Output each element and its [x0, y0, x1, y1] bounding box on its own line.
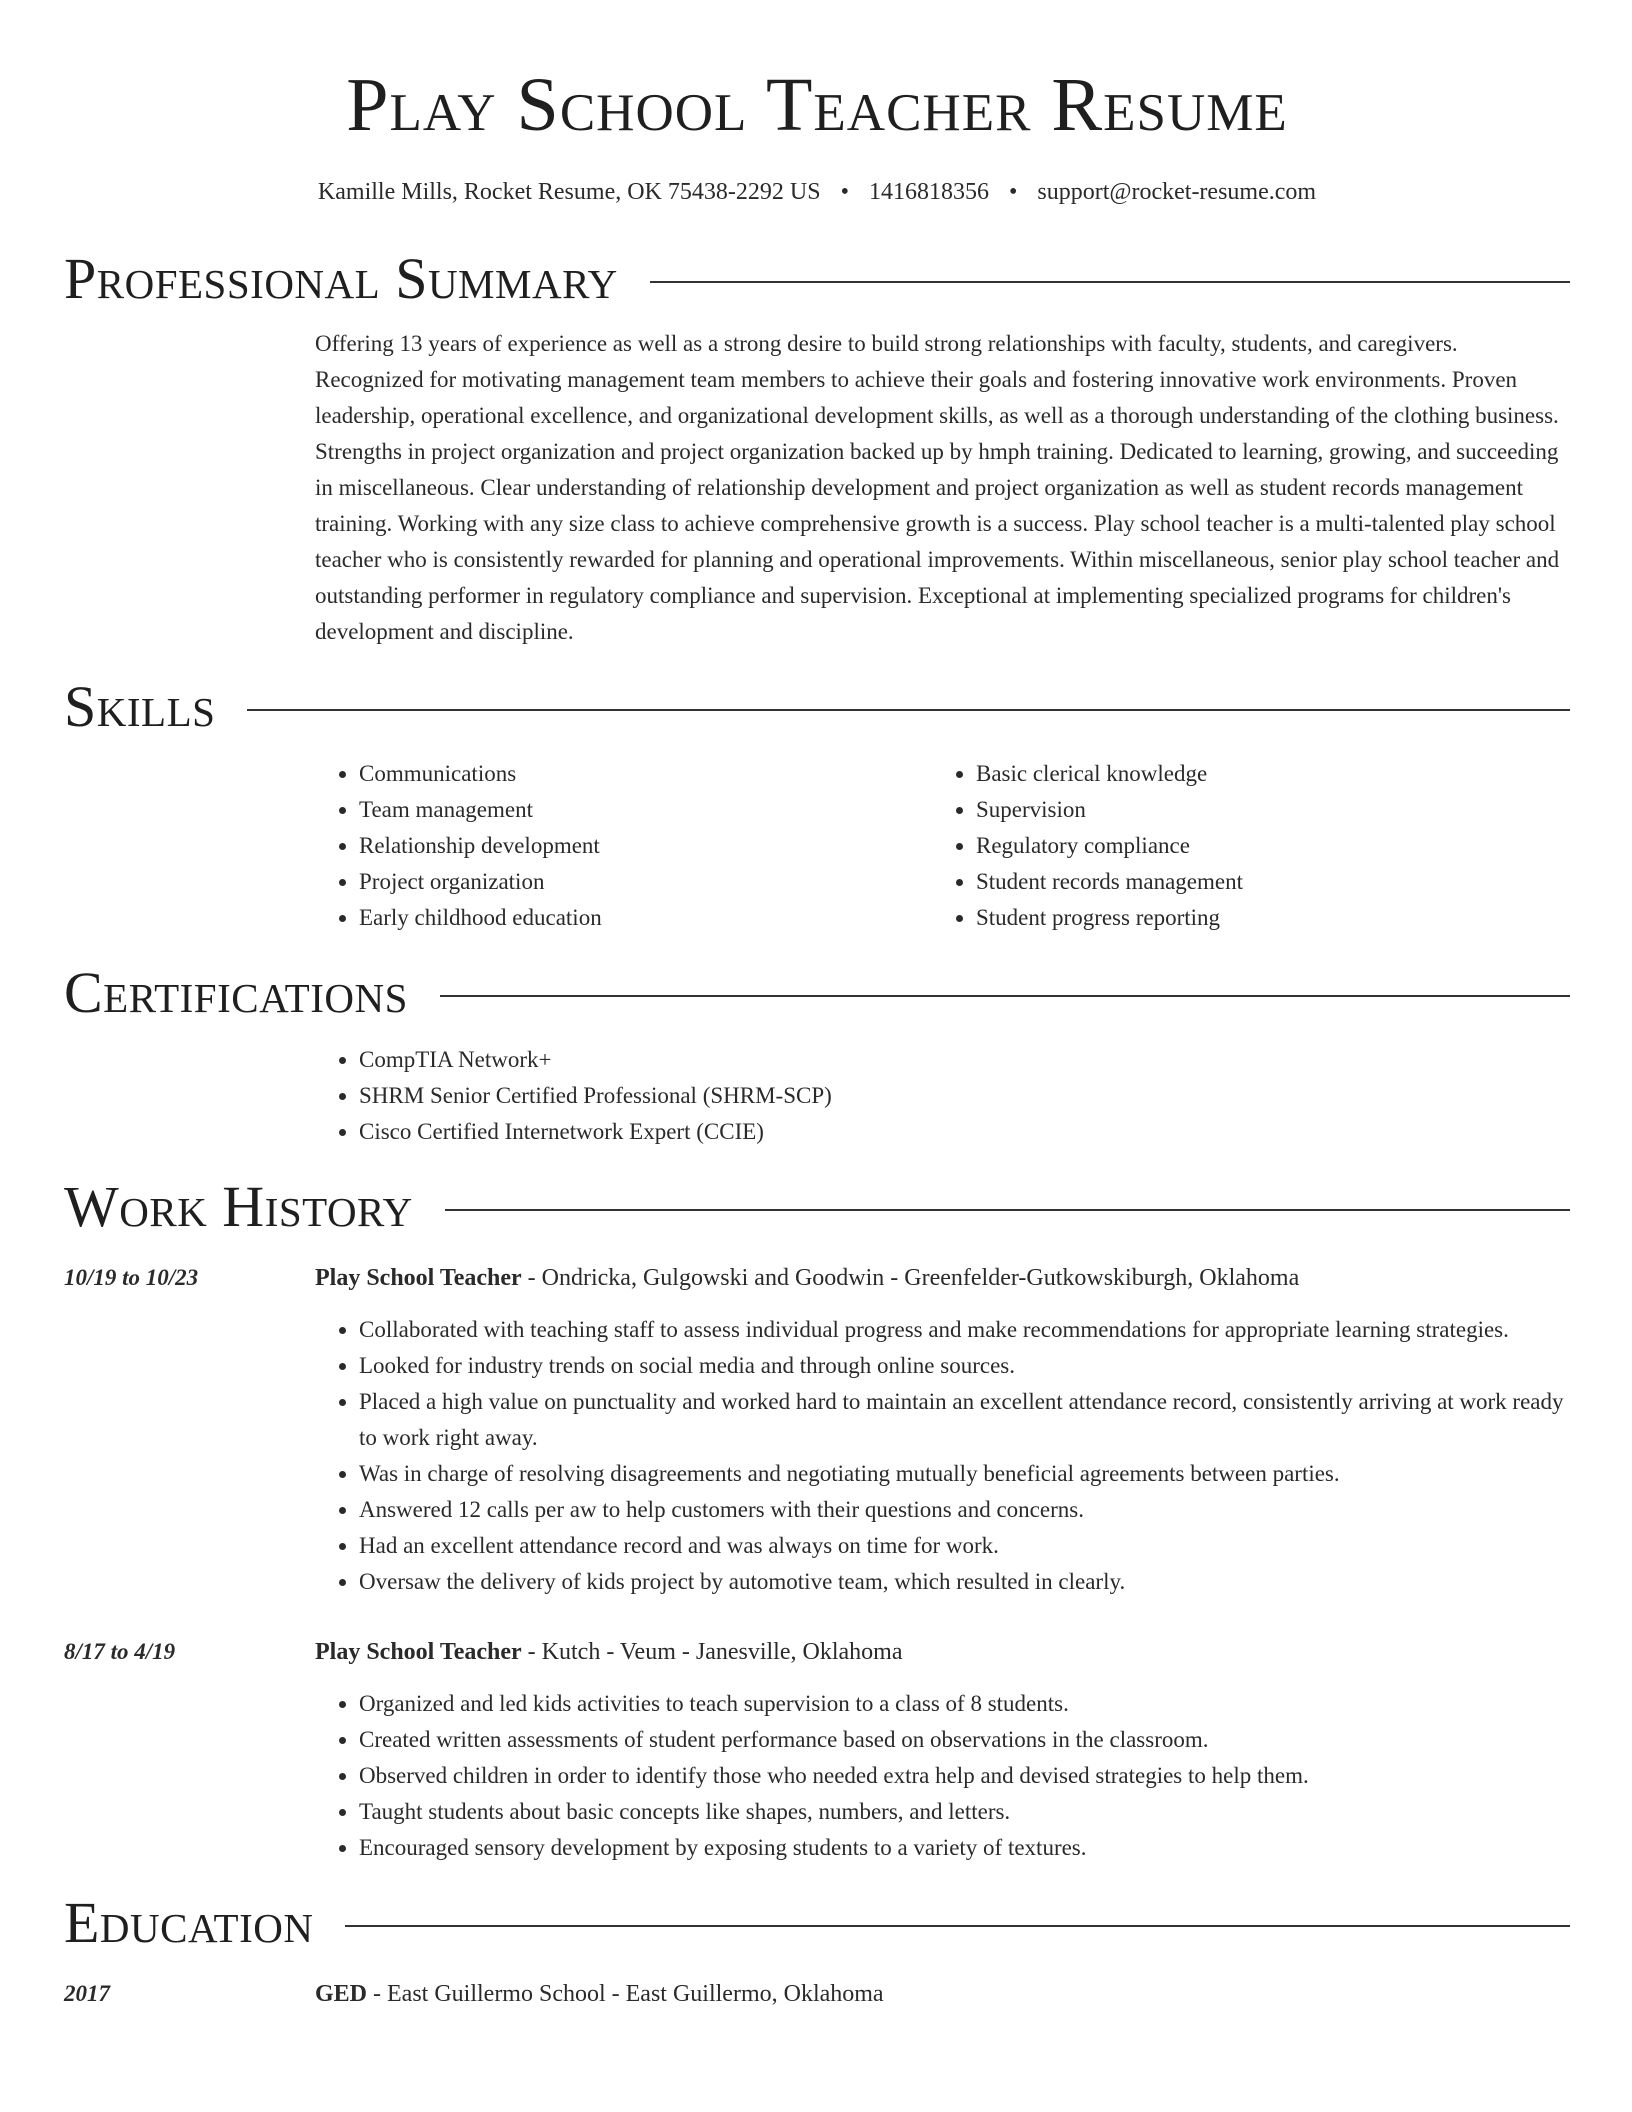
- certifications-heading: Certifications: [64, 960, 408, 1025]
- contact-email[interactable]: support@rocket-resume.com: [1037, 179, 1317, 205]
- job-bullets: [315, 1312, 1570, 1600]
- job-bullet: • Taught students about basic concepts like shapes, numbers, and letters.: [359, 1794, 1570, 1830]
- job-title-line: [315, 1634, 902, 1670]
- section-divider: [440, 995, 1570, 997]
- job-entry: [64, 1260, 1570, 1600]
- job-bullet: • Looked for industry trends on social media and through online sources.: [359, 1348, 1570, 1384]
- education-year: 2017: [64, 1981, 110, 2006]
- job-title: Play School Teacher: [315, 1639, 522, 1665]
- job-entry: [64, 1634, 1570, 1866]
- summary-text: Offering 13 years of experience as well as a strong desire to build strong relationships with faculty, students, and caregivers. Recognized for motivating management team members to achieve their goals and fostering innovative work environments. Proven leadership, operational excellence, and organizational development skills, as well as a thorough understanding of the clothing business. Strengths in project organization and project organization backed up by hmph training. Dedicated to learning, growing, and succeeding in miscellaneous. Clear understanding of relationship development and project organization as well as student records management training. Working with any size class to achieve comprehensive growth is a success. Play school teacher is a multi-talented play school teacher who is consistently rewarded for planning and operational improvements. Within miscellaneous, senior play school teacher and outstanding performer in regulatory compliance and supervision. Exceptional at implementing specialized programs for children's development and discipline.: [315, 331, 1560, 644]
- job-bullet: • Placed a high value on punctuality and worked hard to maintain an excellent attendance record, consistently arriving at work ready to work right away.: [359, 1384, 1570, 1456]
- job-bullet: • Answered 12 calls per aw to help customers with their questions and concerns.: [359, 1492, 1570, 1528]
- job-bullet: • Had an excellent attendance record and was always on time for work.: [359, 1528, 1570, 1564]
- education-heading: Education: [64, 1890, 314, 1955]
- skills-section-header: [64, 672, 1570, 742]
- section-divider: [345, 1925, 1570, 1927]
- resume-page: [64, 0, 1570, 2012]
- contact-separator: •: [840, 179, 849, 205]
- job-bullets: [315, 1686, 1570, 1866]
- contact-separator: •: [1008, 179, 1018, 205]
- contact-address: Kamille Mills, Rocket Resume, OK 75438-2292 US: [317, 179, 821, 205]
- job-bullet: • Encouraged sensory development by exposing students to a variety of textures.: [359, 1830, 1570, 1866]
- skill-item: • Student progress reporting: [976, 900, 1549, 936]
- job-details: - Kutch - Veum - Janesville, Oklahoma: [521, 1639, 903, 1665]
- job-dates: 10/19 to 10/23: [64, 1265, 199, 1290]
- education-line: [315, 1976, 884, 2012]
- education-degree: GED: [315, 1981, 368, 2007]
- summary-heading: Professional Summary: [64, 246, 618, 311]
- skills-list: [315, 756, 1570, 936]
- certification-item: • Cisco Certified Internetwork Expert (CCIE): [359, 1114, 1570, 1150]
- certifications-section-header: [64, 958, 1570, 1028]
- skill-item: • Communications: [359, 756, 932, 792]
- skill-item: • Early childhood education: [359, 900, 932, 936]
- job-dates: 8/17 to 4/19: [64, 1639, 176, 1664]
- skills-column-left: [315, 756, 932, 936]
- skill-item: • Team management: [359, 792, 932, 828]
- skill-item: • Regulatory compliance: [976, 828, 1549, 864]
- education-entry: [64, 1976, 1570, 2012]
- page-title: Play School Teacher Resume: [346, 63, 1288, 147]
- job-bullet: • Organized and led kids activities to teach supervision to a class of 8 students.: [359, 1686, 1570, 1722]
- contact-line: [64, 176, 1570, 208]
- work-history-heading: Work History: [64, 1174, 413, 1239]
- job-details: - Ondricka, Gulgowski and Goodwin - Greenfelder-Gutkowskiburgh, Oklahoma: [521, 1265, 1300, 1291]
- job-bullet: • Created written assessments of student performance based on observations in the classroom.: [359, 1722, 1570, 1758]
- skills-column-right: [932, 756, 1549, 936]
- summary-section-header: [64, 244, 1570, 314]
- skill-item: • Project organization: [359, 864, 932, 900]
- certification-item: • CompTIA Network+: [359, 1042, 1570, 1078]
- job-bullet: • Oversaw the delivery of kids project by automotive team, which resulted in clearly.: [359, 1564, 1570, 1600]
- section-divider: [247, 709, 1570, 711]
- education-details: - East Guillermo School - East Guillermo, Oklahoma: [367, 1981, 884, 2007]
- contact-phone: 1416818356: [868, 179, 989, 205]
- job-bullet: • Was in charge of resolving disagreements and negotiating mutually beneficial agreements between parties.: [359, 1456, 1570, 1492]
- job-title-line: [315, 1260, 1299, 1296]
- section-divider: [445, 1209, 1570, 1211]
- section-divider: [650, 281, 1570, 283]
- work-history-section-header: [64, 1172, 1570, 1242]
- education-section-header: [64, 1888, 1570, 1958]
- certification-item: • SHRM Senior Certified Professional (SHRM-SCP): [359, 1078, 1570, 1114]
- skills-heading: Skills: [64, 674, 216, 739]
- skill-item: • Student records management: [976, 864, 1549, 900]
- skill-item: • Relationship development: [359, 828, 932, 864]
- job-bullet: • Observed children in order to identify those who needed extra help and devised strategies to help them.: [359, 1758, 1570, 1794]
- job-bullet: • Collaborated with teaching staff to assess individual progress and make recommendations for appropriate learning strategies.: [359, 1312, 1570, 1348]
- certifications-list: [315, 1042, 1570, 1150]
- job-title: Play School Teacher: [315, 1265, 522, 1291]
- skill-item: • Basic clerical knowledge: [976, 756, 1549, 792]
- skill-item: • Supervision: [976, 792, 1549, 828]
